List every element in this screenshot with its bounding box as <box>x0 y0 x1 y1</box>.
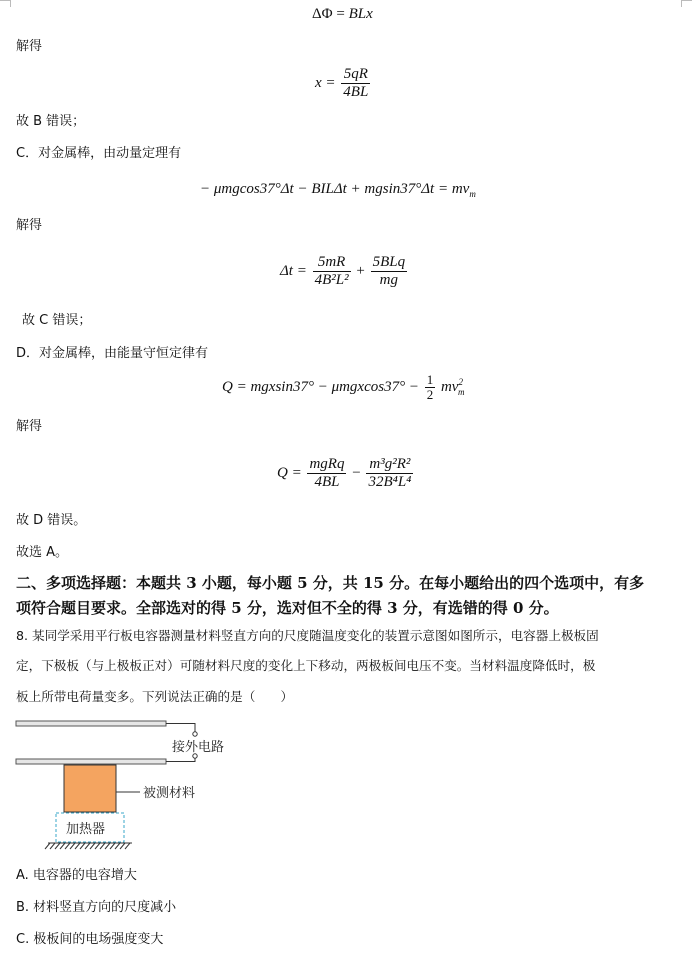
ground-hatch <box>45 843 130 849</box>
upper-plate <box>16 721 166 726</box>
solve-label-2: 解得 <box>16 218 43 233</box>
label-external-circuit: 接外电路 <box>172 740 225 755</box>
equation-flux: ΔΦ = BLx <box>312 6 373 22</box>
fraction-dt-2: $\frac{\text{5BLq}}{mg}$ <box>372 254 406 288</box>
section-heading-line-2: 项符合题目要求。全部选对的得 5 分，选对但不全的得 3 分，有选错的得 0 分。 <box>16 599 559 617</box>
fraction-x: $\frac{5qR}{4BL}$ <box>343 66 369 100</box>
equation-dt: Δt = $\frac{5mR}{\text{4B²L²}}$ + $\frac{\text{5BLq}}{mg}$ <box>280 254 406 288</box>
solve-label-1: 解得 <box>16 39 43 54</box>
wire-lower <box>166 758 195 762</box>
option-c-analysis: C．对金属棒，由动量定理有 <box>16 146 182 161</box>
question-line-2: 定，下极板（与上极板正对）可随材料尺度的变化上下移动，两极板间电压不变。当材料温度降低时，极 <box>16 658 596 673</box>
equation-q: Q = $\frac{\text{mgRq}}{4BL}$ − $\frac{\text{m³g²R²}}{\text{32B⁴L⁴}}$ <box>277 456 412 490</box>
equation-x: x = $\frac{5qR}{4BL}$ <box>315 66 369 100</box>
equation-energy: Q = mgxsin37° − μmgxcos37° − $\frac{1}{2}$ $mv^2_m$ <box>222 372 465 402</box>
fraction-half: $\frac{1}{2}$ <box>426 372 434 402</box>
page-corner-left <box>0 0 11 7</box>
page-corner-right <box>681 0 692 7</box>
option-c[interactable]: C. 极板间的电场强度变大 <box>16 932 164 947</box>
fraction-q-2: $\frac{\text{m³g²R²}}{\text{32B⁴L⁴}}$ <box>368 456 412 490</box>
option-a[interactable]: A. 电容器的电容增大 <box>16 868 137 883</box>
wire-upper <box>166 724 195 733</box>
equation-momentum: − $\mu mgcos37^\circ\Delta t - BIL\Delta t + mgsin37^\circ\Delta t = mv_m$ <box>200 181 476 199</box>
fraction-q-1: $\frac{\text{mgRq}}{4BL}$ <box>309 456 345 490</box>
option-d-analysis: D．对金属棒，由能量守恒定律有 <box>16 346 209 361</box>
fraction-dt-1: $\frac{5mR}{\text{4B²L²}}$ <box>314 254 349 288</box>
terminal-upper <box>193 732 197 736</box>
question-line-3: 板上所带电荷量变多。下列说法正确的是（ ） <box>16 689 294 704</box>
solve-label-3: 解得 <box>16 419 43 434</box>
conclusion-c: 故 C 错误； <box>22 313 92 328</box>
measured-material <box>64 765 116 812</box>
question-line-1: 8. 某同学采用平行板电容器测量材料竖直方向的尺度随温度变化的装置示意图如图所示，电容器上极板固 <box>16 628 599 643</box>
capacitor-diagram <box>12 716 252 858</box>
label-heater: 加热器 <box>66 822 106 837</box>
lower-plate <box>16 759 166 764</box>
option-b[interactable]: B. 材料竖直方向的尺度减小 <box>16 900 177 915</box>
section-heading-line-1: 二、多项选择题：本题共 3 小题，每小题 5 分，共 15 分。在每小题给出的四个选项中，有多 <box>16 574 645 592</box>
label-material: 被测材料 <box>143 786 196 801</box>
conclusion-d: 故 D 错误。 <box>16 513 87 528</box>
final-answer: 故选 A。 <box>16 545 69 560</box>
conclusion-b: 故 B 错误； <box>16 114 86 129</box>
